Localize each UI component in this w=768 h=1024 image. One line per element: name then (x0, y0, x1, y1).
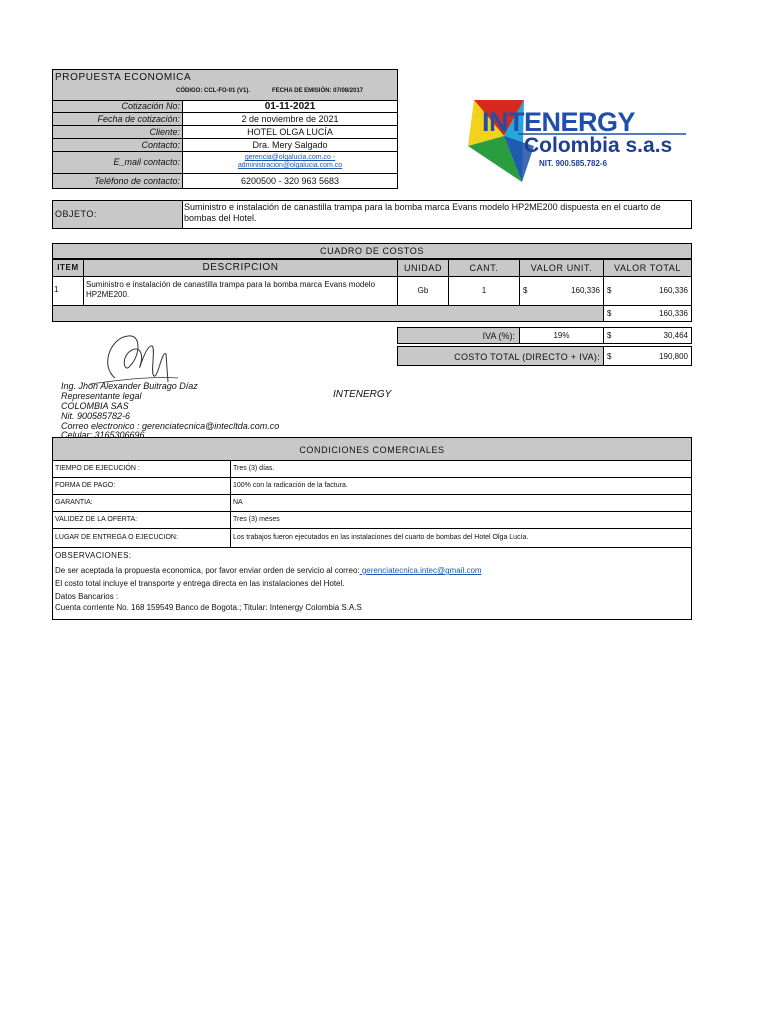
col-item: ITEM (52, 259, 84, 277)
currency-symbol: $ (607, 352, 612, 361)
logo-wordmark-int: INT (482, 107, 524, 137)
subtotal-cell (603, 305, 692, 322)
col-valor-unit: VALOR UNIT. (519, 259, 604, 277)
costs-title: CUADRO DE COSTOS (52, 243, 692, 259)
email-link-2[interactable]: administracion@olgalucia.com.co (237, 162, 343, 169)
currency-symbol: $ (607, 309, 612, 318)
cond-label-tiempo: TIEMPO DE EJECUCIÓN : (52, 460, 231, 478)
phone-label: Teléfono de contacto: (94, 176, 180, 186)
logo-wordmark-energy: ENERGY (524, 107, 636, 137)
cond-value-tiempo: Tres (3) días. (230, 460, 692, 478)
email-label: E_mail contacto: (52, 152, 183, 174)
cond-label-lugar: LUGAR DE ENTREGA O EJECUCION: (52, 528, 231, 548)
objeto-label: OBJETO: (52, 200, 183, 229)
row-valor-total: 160,336 (659, 286, 688, 295)
cond-label-validez: VALIDEZ DE LA OFERTA: (52, 511, 231, 529)
col-cant: CANT. (448, 259, 520, 277)
observations-line-2: El costo total incluye el transporte y entrega directa en las instalaciones del Hotel. (55, 579, 345, 588)
subtotal-value: 160,336 (659, 309, 688, 318)
currency-symbol: $ (607, 331, 612, 340)
cond-value-pago: 100% con la radicación de la factura. (230, 477, 692, 495)
observations-line-1-text: De ser aceptada la propuesta economica, por favor enviar orden de servicio al correo: (55, 566, 360, 575)
cond-value-validez: Tres (3) meses (230, 511, 692, 529)
logo-nit: NIT. 900.585.782-6 (539, 159, 608, 168)
col-descripcion: DESCRIPCION (83, 259, 398, 277)
cond-value-lugar: Los trabajos fueron ejecutados en las instalaciones del cuarto de bombas del Hotel Olga Lucía. (230, 528, 692, 548)
signature-image (80, 326, 180, 386)
col-unidad: UNIDAD (397, 259, 449, 277)
quote-number-value: 01-11-2021 (182, 100, 398, 113)
total-label: COSTO TOTAL (DIRECTO + IVA): (397, 346, 604, 366)
observations-line-3: Datos Bancarios : (55, 592, 119, 601)
subtotal-bar (52, 305, 604, 322)
row-valor-total-cell (603, 276, 692, 306)
phone-value: 6200500 - 320 963 5683 (240, 176, 340, 186)
document-code: CÓDIGO: CCL-FO-01 (V1). (176, 88, 251, 94)
row-item: 1 (52, 276, 84, 306)
signer-role: Representante legal (61, 391, 142, 401)
iva-value: 30,464 (663, 331, 688, 340)
email-link-1[interactable]: gerencia@olgalucia.com.co - (244, 154, 336, 161)
contact-value: Dra. Mery Salgado (182, 139, 398, 152)
signer-nit: Nit. 900585782-6 (61, 411, 131, 421)
email-value-cell (182, 152, 398, 174)
observations-email-link[interactable]: gerenciatecnica.intec@gmail.com (359, 566, 482, 575)
objeto-text: Suministro e instalación de canastilla trampa para la bomba marca Evans modelo HP2ME200 dispuesta en el cuarto de bombas del Hotel. (182, 200, 692, 229)
contact-label: Contacto: (52, 139, 183, 152)
iva-value-cell (603, 327, 692, 344)
document-title: PROPUESTA ECONOMICA (55, 72, 192, 83)
currency-symbol: $ (523, 286, 528, 295)
row-unidad: Gb (397, 276, 449, 306)
logo-wordmark (482, 108, 635, 136)
observations-line-1 (55, 565, 689, 576)
observations-line-4: Cuenta corriente No. 168 159549 Banco de Bogota.; Titular: Intenergy Colombia S.A.S (55, 603, 362, 612)
client-value: HOTEL OLGA LUCÍA (182, 126, 398, 139)
signer-email: Correo electronico : gerenciatecnica@intecltda.com.co (61, 421, 280, 431)
row-cant: 1 (448, 276, 520, 306)
cond-value-garantia: NA (230, 494, 692, 512)
row-valor-unit-cell (519, 276, 604, 306)
total-value-cell (603, 346, 692, 366)
cond-label-pago: FORMA DE PAGO: (52, 477, 231, 495)
signer-name: Ing. Jhon Alexander Buitrago Díaz (61, 381, 198, 391)
observations-label: OBSERVACIONES: (55, 551, 132, 560)
iva-label: IVA (%): (397, 327, 520, 344)
signer-company: COLOMBIA SAS (61, 401, 129, 411)
logo-subtitle: Colombia s.a.s (524, 134, 673, 157)
cond-label-garantia: GARANTIA: (52, 494, 231, 512)
observations-box (52, 547, 692, 620)
client-label: Cliente: (52, 126, 183, 139)
document-issue-date: FECHA DE EMISIÓN: 07/08/2017 (272, 88, 364, 94)
signature-company: INTENERGY (333, 389, 392, 400)
row-valor-unit: 160,336 (571, 286, 600, 295)
row-descripcion: Suministro e instalación de canastilla trampa para la bomba marca Evans modelo HP2ME200. (83, 276, 398, 306)
col-valor-total: VALOR TOTAL (603, 259, 692, 277)
quote-date-label: Fecha de cotización: (52, 113, 183, 126)
company-logo (464, 96, 690, 186)
iva-pct: 19% (519, 327, 604, 344)
quote-date-value: 2 de noviembre de 2021 (182, 113, 398, 126)
total-value: 190,800 (659, 352, 688, 361)
conditions-title: CONDICIONES COMERCIALES (52, 437, 692, 461)
signer-phone: Celular: 3165306696 (61, 430, 145, 437)
quote-number-label: Cotización No: (52, 100, 183, 113)
currency-symbol: $ (607, 286, 612, 295)
